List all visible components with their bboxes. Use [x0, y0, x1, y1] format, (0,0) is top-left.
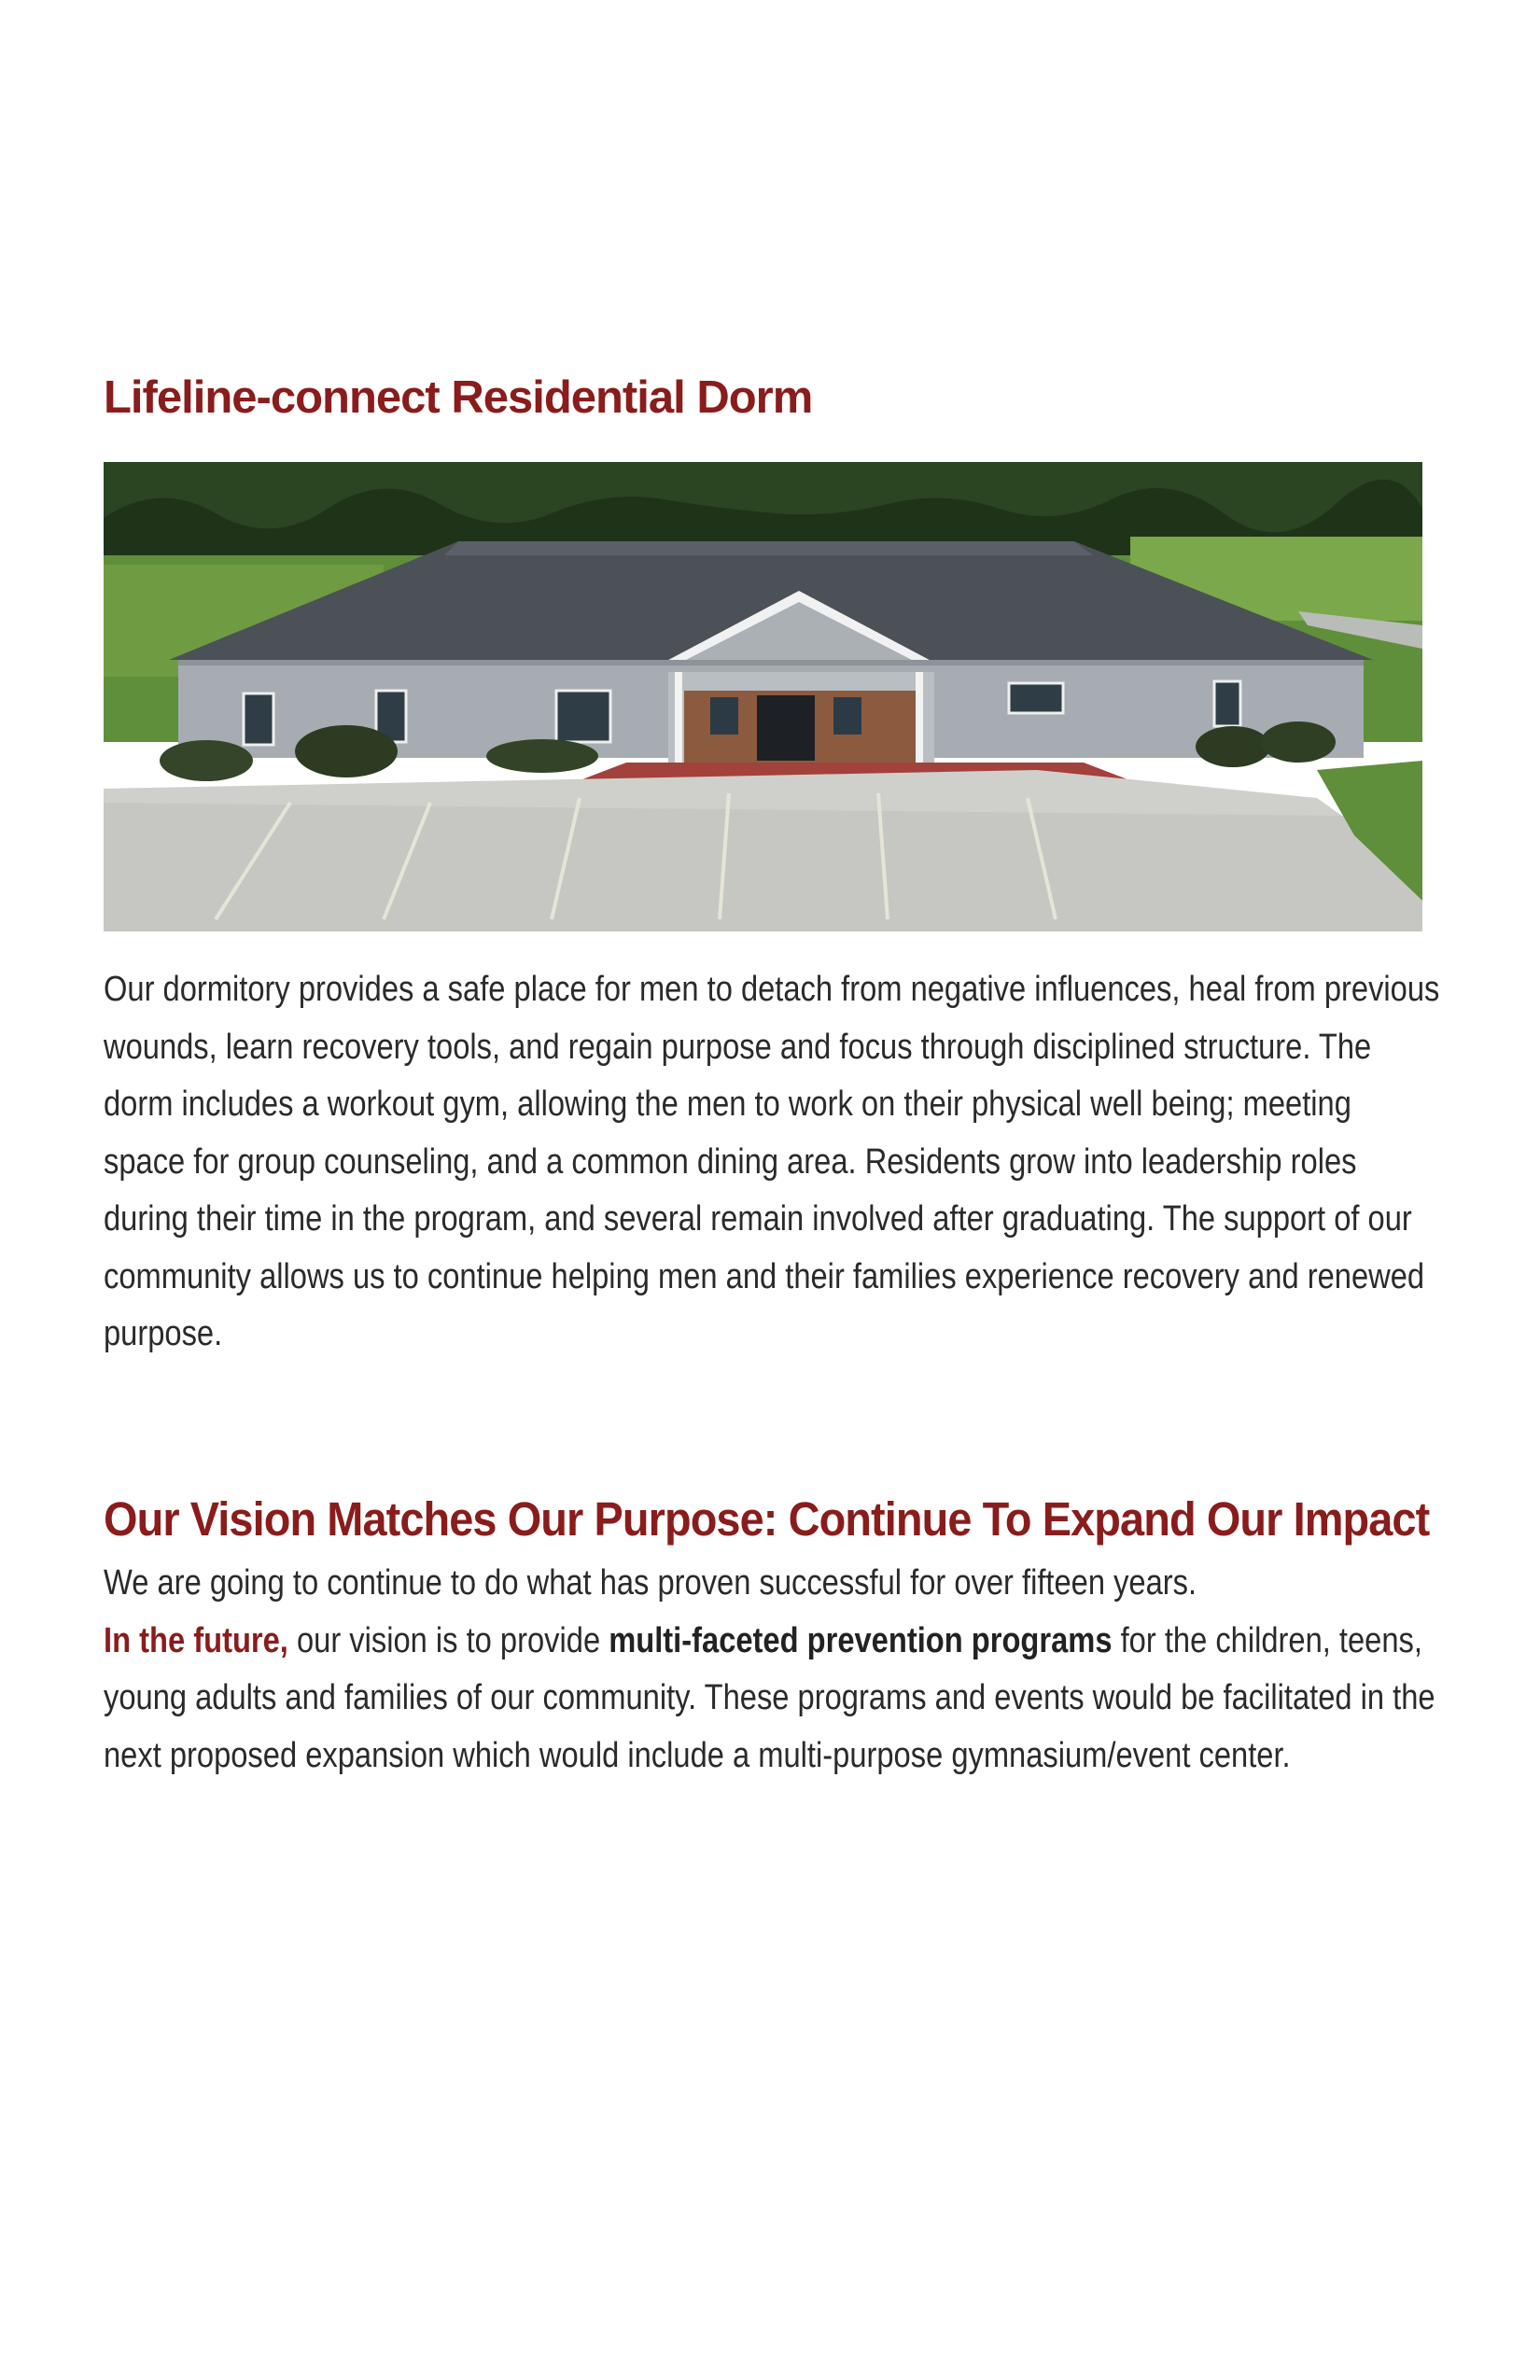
- vision-line-1: We are going to continue to do what has proven successful for over fifteen years.: [104, 1563, 1197, 1603]
- vision-heading: Our Vision Matches Our Purpose: Continue To Expand Our Impact: [104, 1492, 1430, 1546]
- vision-text-b: for the children, teens, young adults and families of our community. These programs and events would be facilitated in the next proposed expansion which would include a multi-purpose gymnasium/event center.: [104, 1620, 1435, 1775]
- prevention-programs-phrase: multi-faceted prevention programs: [609, 1620, 1113, 1660]
- future-label: In the future,: [104, 1620, 288, 1660]
- vision-text-a: our vision is to provide: [287, 1620, 609, 1660]
- vision-paragraph: [104, 1555, 1440, 1785]
- dorm-heading: Lifeline-connect Residential Dorm: [104, 372, 813, 423]
- vision-body: [104, 1613, 1440, 1785]
- dorm-photo: [104, 462, 1422, 931]
- dorm-paragraph: Our dormitory provides a safe place for men to detach from negative influences, heal from previous wounds, learn recovery tools, and regain purpose and focus through disciplined structure. The dorm includes a workout gym, allowing the men to work on their physical well being; meeting space for group counseling, and a common dining area. Residents grow into leadership roles during their time in the program, and several remain involved after graduating. The support of our community allows us to continue helping men and their families experience recovery and renewed purpose.: [104, 970, 1440, 1353]
